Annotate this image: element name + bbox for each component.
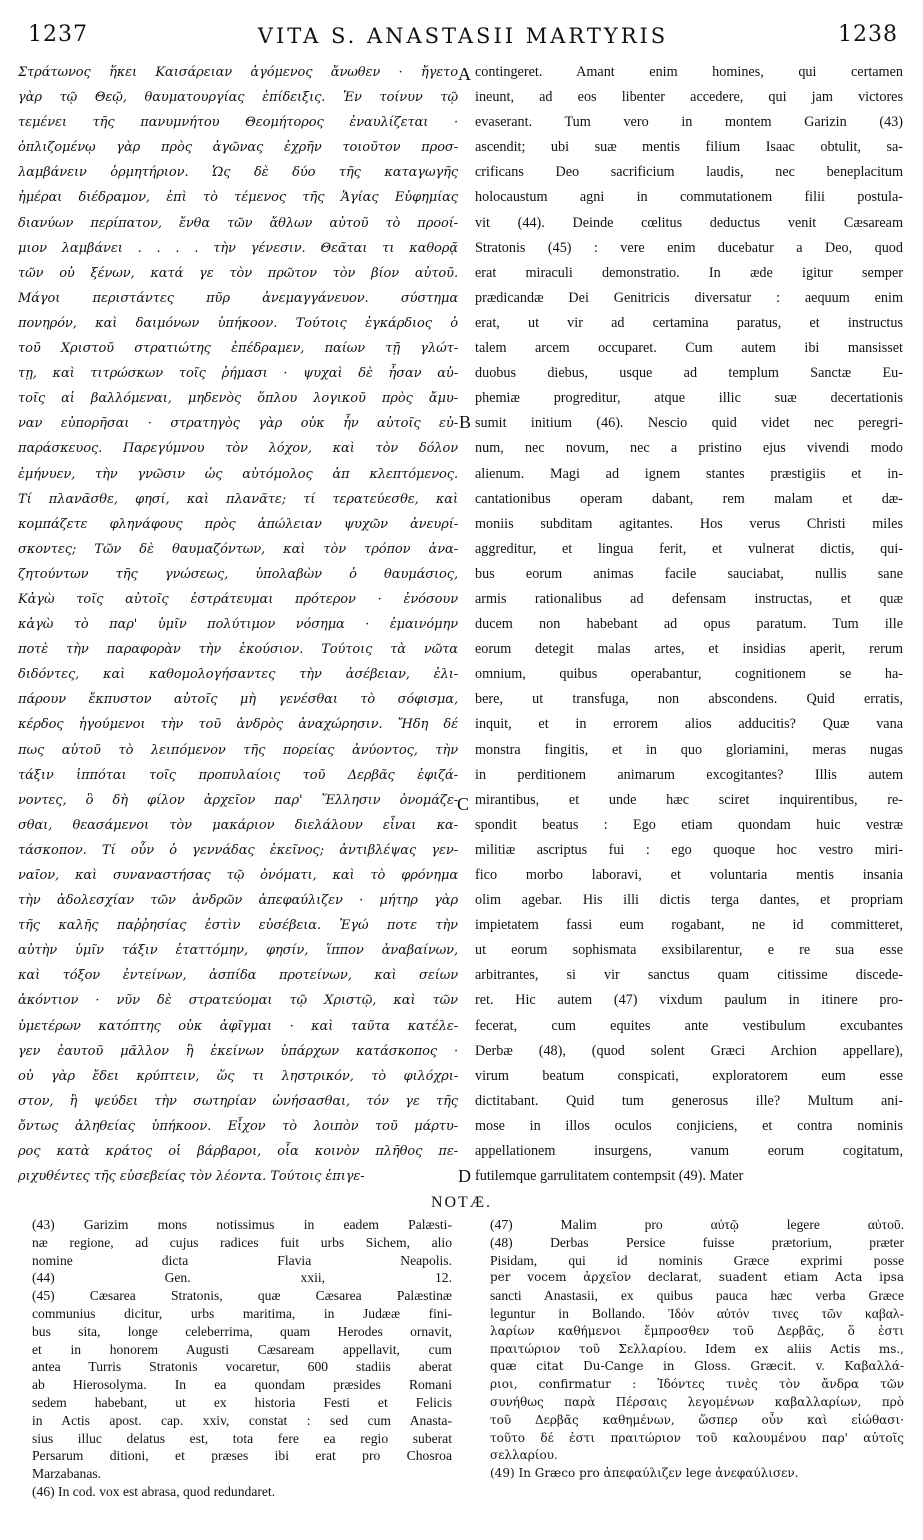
text-line: τὴν ἀδολεσχίαν τῶν ἀνδρῶν ἀπεφαύλιζεν · μήτηρ γὰρ	[18, 893, 458, 909]
text-line: omnium, quibus operabantur, cognitionem se ha-	[475, 666, 903, 683]
text-line: ὑμετέρων κατόπτης οὐκ ἀφῖγμαι · καὶ ταῦτα κατέλε-	[18, 1018, 458, 1034]
text-line: ὄντως ἀληθείας ὑπήκοον. Εἶχον τὸ λοιπὸν τοῦ μάρτυ-	[18, 1118, 458, 1134]
text-line: vit (44). Deinde cœlitus deductus venit Cæsaream	[475, 214, 903, 231]
page-number-right: 1238	[838, 22, 898, 47]
text-line: talem arcem occuparet. Cum autem ibi mansisset	[475, 340, 903, 357]
text-line: Marzabanas.	[32, 1466, 102, 1482]
text-line: erat miraculi demonstratio. In æde igitur semper	[475, 264, 903, 281]
text-line: nomine dicta Flavia Neapolis.	[32, 1252, 452, 1268]
text-line: sius illuc delatus est, tota fere ea regio suberat	[32, 1430, 452, 1446]
text-line: communius dicitur, urbs maritima, in Judææ fini-	[32, 1305, 452, 1321]
text-line: ἡμέραι διέδραμον, ἐπὶ τὸ τέμενος τῆς Ἁγίας Εὐφημίας	[18, 190, 458, 206]
text-line: παράσκευος. Παρεγύμνου τὸν λόχον, καὶ τὸν δόλον	[18, 441, 458, 457]
section-marker-c: C	[457, 794, 470, 814]
text-line: bere, ut transfuga, non abscondens. Quid erratis,	[475, 691, 903, 708]
text-line: næ regione, ad cujus radices fuit urbs Sichem, alio	[32, 1234, 452, 1250]
text-line: virum beatum conspicati, exploratorem eum esse	[475, 1067, 903, 1084]
text-line: κἀγὼ τὸ παρ' ὑμῖν πολύτιμον νόσημα · ἐμαινόμην	[18, 617, 458, 633]
text-line: Κἀγὼ τοῖς αὐτοῖς ἐστράτευμαι πρότερον · ἐνόσουν	[18, 591, 458, 607]
text-line: ριοι, confirmatur : Ἰδόντες τινὲς τὸν ἄνδρα τῶν	[490, 1377, 904, 1392]
text-line: Persarum ditioni, et præses ibi erat pro Chosroa	[32, 1448, 452, 1464]
text-line: spondit beatus : Ego etiam quondam huic vestræ	[475, 816, 903, 833]
text-line: mirantibus, et unde hæc sciret inquirentibus, re-	[475, 791, 903, 808]
text-line: κομπάζετε φληνάφους πρὸς ἀπώλειαν ψυχῶν ἀνευρί-	[18, 516, 458, 532]
section-marker-a: A	[458, 64, 471, 84]
text-line: στον, ἢ ψεύδει τὴν σωτηρίαν ὠνήσασθαι, τόν γε τῆς	[18, 1093, 458, 1109]
text-line: num, nec novum, nec a pristino ejus vivendi modo	[475, 440, 903, 457]
text-line: et in honorem Augusti Cæsaream appellavit, cum	[32, 1341, 452, 1357]
text-line: γεν ἑαυτοῦ μᾶλλον ἢ ἐκείνων ὑπάρχων κατάσκοπος ·	[18, 1043, 458, 1059]
text-line: duobus diebus, usque ad templum Sanctæ Eu-	[475, 365, 903, 382]
page-header	[28, 22, 898, 52]
text-line: aggreditur, et lingua ferit, et vulnerat dictis, qui-	[475, 540, 903, 557]
text-line: ναῖον, καὶ συναναστήσας τῷ ὀνόματι, καὶ τὸ φρόνημα	[18, 868, 458, 883]
text-line: antea Turris Stratonis vocaretur, 600 stadiis aberat	[32, 1359, 452, 1375]
text-line: in Actis apost. cap. xxiv, constat : sed cum Anasta-	[32, 1412, 452, 1428]
text-line: (43) Garizim mons notissimus in eadem Palæsti-	[32, 1217, 452, 1232]
text-line: τῆς καλῆς παῤῥησίας ἐστὶν εὐσέβεια. Ἐγώ ποτε τὴν	[18, 918, 458, 934]
text-line: inquit, et in errorem alios adducitis? Quæ vana	[475, 716, 903, 733]
text-line: τάξιν ἱππόται τοῖς προπυλαίοις τοῦ Δερβᾶς ἐφιζά-	[18, 767, 458, 783]
text-line: (47) Malim pro αὐτῷ legere αὐτοῦ.	[490, 1217, 904, 1232]
text-line: monstra fingitis, et in quo gloriamini, meras nugas	[475, 741, 903, 758]
notes-left-column	[32, 1216, 452, 1501]
text-line: διανύων περίπατον, ἔνθα τῶν ἄθλων αὐτοῦ τὸ προοί-	[18, 215, 458, 231]
text-line: πως αὐτοῦ τὸ λειπόμενον τῆς πορείας ἀνύοντος, τὴν	[18, 742, 458, 758]
text-line: (44) Gen. xxii, 12.	[32, 1270, 452, 1286]
text-line: (46) In cod. vox est abrasa, quod redundaret.	[32, 1483, 276, 1499]
text-line: αὐτὴν ὑμῖν τάξιν ἐταττόμην, φησίν, ἵππον ἀναβαίνων,	[18, 943, 458, 959]
text-line: ascendit; ubi suæ mentis filium Isaac obtulit, sa-	[475, 139, 903, 156]
text-line: bus sita, longe celeberrima, quam Herodes ornavit,	[32, 1323, 452, 1339]
text-line: erat, ut vir ad certamina paratus, et instructus	[475, 314, 903, 331]
text-line: λαρίων καθήμενοι ἔμπροσθεν τοῦ Δερβᾶς, ὅ ἐστι	[490, 1323, 904, 1338]
text-line: γὰρ τῷ Θεῷ, θαυματουργίας ἐπίδειξις. Ἐν τοίνυν τῷ	[18, 90, 458, 106]
text-line: bus eorum animas facile sauciabat, nullis sane	[475, 565, 903, 582]
text-line: Derbæ (48), (quod solent Græci Archion appellare),	[475, 1042, 903, 1059]
text-line: arbitrantes, si vir sanctus quam citissime discede-	[475, 967, 903, 984]
text-line: σκοντες; Τῶν δὲ θαυμαζόντων, καὶ τὸν τρόπον ἀνα-	[18, 541, 458, 557]
text-line: (45) Cæsarea Stratonis, quæ Cæsarea Palæstinæ	[32, 1288, 452, 1304]
text-line: πονηρόν, καὶ δαιμόνων ὑπήκοον. Τούτοις ἐγκάρδιος ὁ	[18, 315, 458, 331]
text-line: alienum. Magi ad ignem stantes præstigiis et in-	[475, 465, 903, 482]
text-line: mose in illos oculos conjiciens, et contra nominis	[475, 1117, 903, 1134]
section-marker-b: B	[459, 412, 472, 432]
text-line: Στράτωνος ἥκει Καισάρειαν ἀγόμενος ἄνωθεν · ἤγετο	[18, 65, 458, 80]
text-line: impietatem fassi eum rogabant, ne id committeret,	[475, 917, 903, 934]
text-line: πραιτώριον τοῦ Σελλαρίου. Idem ex aliis Actis ms.,	[490, 1341, 904, 1356]
text-line: οὐ γὰρ ἔδει κρύπτειν, ὥς τι ληστρικόν, τὸ φιλόχρι-	[18, 1068, 458, 1084]
text-line: leguntur in Bollando. Ἰδόν αὐτόν τινες τῶν καβαλ-	[490, 1305, 904, 1321]
text-line: ρος κατὰ κράτος οἱ βάρβαροι, οἷα κοινὸν πλῆθος πε-	[18, 1144, 458, 1160]
text-line: τῃ, καὶ τιτρώσκων τοῖς ῥήμασι · ψυχαὶ δὲ ἦσαν αὐ-	[18, 366, 458, 382]
text-line: τῶν οὐ ξένων, κατά γε τὸν πρῶτον τὸν βίον αὐτοῦ.	[18, 265, 458, 281]
text-line: sedem habebant, ut ex historia Festi et Felicis	[32, 1394, 452, 1410]
text-line: τοῦτο δέ ἐστι πραιτώριον τοῦ καλουμένου παρ' αὐτοῖς	[490, 1430, 904, 1445]
text-line: holocaustum agni in commutationem filii postula-	[475, 189, 903, 206]
text-line: Pisidam, qui id nominis Græce exprimi posse	[490, 1252, 904, 1268]
text-line: contingeret. Amant enim homines, qui certamen	[475, 64, 903, 80]
text-line: sancti Anastasii, ex quibus pauca hæc verba Græce	[490, 1288, 904, 1304]
text-line: κέρδος ἡγούμενοι τὴν τοῦ ἀνδρὸς ἀναχώρησιν. Ἤδη δέ	[18, 717, 458, 733]
text-line: ὁπλιζομένῳ γὰρ πρὸς ἀγῶνας ἐχρῆν τοιοῦτον προσ-	[18, 140, 458, 156]
text-line: crificans Deo sacrificium laudis, nec beneplacitum	[475, 164, 903, 181]
text-line: prædicandæ Dei Genitricis diversatur : aequum enim	[475, 289, 903, 306]
text-line: ποτὲ τὴν παραφορὰν τὴν ἑκούσιον. Τούτοις τὰ νῶτα	[18, 642, 458, 658]
text-line: moniis subditam agitantes. Hos verus Christi miles	[475, 515, 903, 532]
text-line: sumit initium (46). Nescio quid videt nec peregri-	[475, 415, 903, 432]
text-line: τοῦ Δερβᾶς καθημένων, ὥσπερ οὖν καὶ εἰώθασι·	[490, 1412, 904, 1427]
text-line: eorum detegit malas artes, et insidias aperit, rerum	[475, 641, 903, 658]
text-line: phemiæ progreditur, atque illic suæ decertationis	[475, 390, 903, 407]
text-line: per vocem ἀρχεῖον declarat, suadent etiam Acta ipsa	[490, 1270, 904, 1285]
text-line: ριχυθέντες τῆς εὐσεβείας τὸν λέοντα. Τούτοις ἐπιγε-	[18, 1169, 365, 1185]
text-line: σελλαρίου.	[490, 1448, 558, 1463]
text-line: futilemque garrulitatem contempsit (49). Mater	[475, 1168, 744, 1185]
text-line: τάσκοπον. Τί οὖν ὁ γεννάδας ἐκεῖνος; ἀντιβλέψας γεν-	[18, 842, 458, 858]
text-line: καὶ τόξον ἐντείνων, ἀσπίδα προτείνων, καὶ σείων	[18, 968, 458, 984]
text-line: cantationibus operam dabant, rem malam et dæ-	[475, 490, 903, 507]
text-line: συνήθως παρὰ Πέρσαις λεγομένων καβαλλαρίων, πρὸ	[490, 1394, 904, 1409]
text-line: ducem non habebant ad opus paratum. Tum ille	[475, 616, 903, 633]
text-line: dictitabant. Quid tum generosus ille? Multum ani-	[475, 1092, 903, 1109]
page-number-left: 1237	[28, 22, 88, 47]
text-line: appellationem insurgens, vanum eorum cogitatum,	[475, 1143, 903, 1160]
text-line: διδόντες, καὶ καθομολογήσαντες τὴν ἀσέβειαν, ἐλι-	[18, 667, 458, 683]
text-line: Μάγοι περιστάντες πῦρ ἀνεμαγγάνευον. σύστημα	[18, 290, 458, 306]
text-line: Τί πλανᾶσθε, φησί, καὶ πλανᾶτε; τί τερατεύεσθε, καὶ	[18, 491, 458, 507]
running-title: VITA S. ANASTASII MARTYRIS	[257, 24, 669, 48]
text-line: τοῖς αἱ βαλλόμεναι, μηδενὸς ὅπλου λογικοῦ πρὸς ἄμυ-	[18, 391, 458, 407]
text-line: (49) In Græco pro ἀπεφαύλιζεν lege ἀνεφαύλισεν.	[490, 1466, 799, 1481]
text-line: λαμβάνειν ὁρμητήριον. Ὡς δὲ δύο τῆς καταγωγῆς	[18, 165, 458, 181]
text-line: μιον λαμβάνει . . . . τὴν γένεσιν. Θεᾶται τι καθορᾷ	[18, 240, 458, 256]
text-line: ἐμήνυεν, τὴν γνῶσιν ὡς αὐτόμολος ἀπ κλεπτόμενος.	[18, 466, 458, 482]
text-line: Stratonis (45) : vere enim ducebatur a Deo, quod	[475, 239, 903, 256]
notes-heading: NOTÆ.	[430, 1194, 493, 1211]
text-line: ab Hierosolyma. In ea quondam præsides Romani	[32, 1377, 452, 1393]
text-line: πάρουν ἔκπυστον αὐτοῖς μὴ γενέσθαι τὸ σόφισμα,	[18, 692, 458, 708]
text-line: militiæ ascriptus fui : ego quoque hoc vestro miri-	[475, 841, 903, 858]
text-line: ineunt, ad eos libenter accedere, qui jam victores	[475, 89, 903, 106]
text-line: ut eorum sophismata exsibilarentur, e re sua esse	[475, 942, 903, 959]
text-line: armis rationalibus ad defensam instructas, et quæ	[475, 590, 903, 607]
text-line: τοῦ Χριστοῦ στρατιώτης ἐπέδραμεν, παίων τῇ γλώτ-	[18, 341, 458, 357]
text-line: ναν εὐπορῆσαι · στρατηγὸς γὰρ οὐκ ἦν αὐτοῖς εὐ-	[18, 416, 458, 432]
text-line: fico morbo laboravi, et voluntaria mentis insania	[475, 867, 903, 883]
text-line: fecerat, cum equites ante vestibulum excubantes	[475, 1017, 903, 1034]
text-line: olim agebar. His illi dictis terga dantes, et propriam	[475, 892, 903, 909]
text-line: quæ citat Du-Cange in Gloss. Græcit. v. Καβαλλά-	[490, 1359, 904, 1374]
text-line: in perditionem animarum excogitantes? Illis autem	[475, 766, 903, 783]
notes-right-column	[490, 1216, 904, 1483]
greek-text-column	[18, 60, 458, 1189]
text-line: evaserant. Tum vero in montem Garizin (43)	[475, 114, 903, 131]
text-line: ἀκόντιον · νῦν δὲ στρατεύομαι τῷ Χριστῷ, καὶ τῶν	[18, 993, 458, 1009]
text-line: ret. Hic autem (47) vixdum paulum in itinere pro-	[475, 992, 903, 1009]
text-line: νοντες, ὃ δὴ φίλον ἀρχεῖον παρ' Ἕλλησιν ὀνομάζε-	[18, 792, 458, 808]
section-marker-d: D	[458, 1166, 471, 1186]
latin-text-column	[475, 60, 903, 1189]
text-line: σθαι, θεασάμενοι τὸν μακάριον διελάλουν εἶναι κα-	[18, 817, 458, 833]
text-line: τεμένει τῆς πανυμνήτου Θεομήτορος ἐναυλίζεται ·	[18, 115, 458, 131]
text-line: (48) Derbas Persice fuisse prætorium, præter	[490, 1234, 904, 1250]
text-line: ζητούντων τῆς γνώσεως, ὑπολαβὼν ὁ θαυμάσιος,	[18, 566, 458, 582]
